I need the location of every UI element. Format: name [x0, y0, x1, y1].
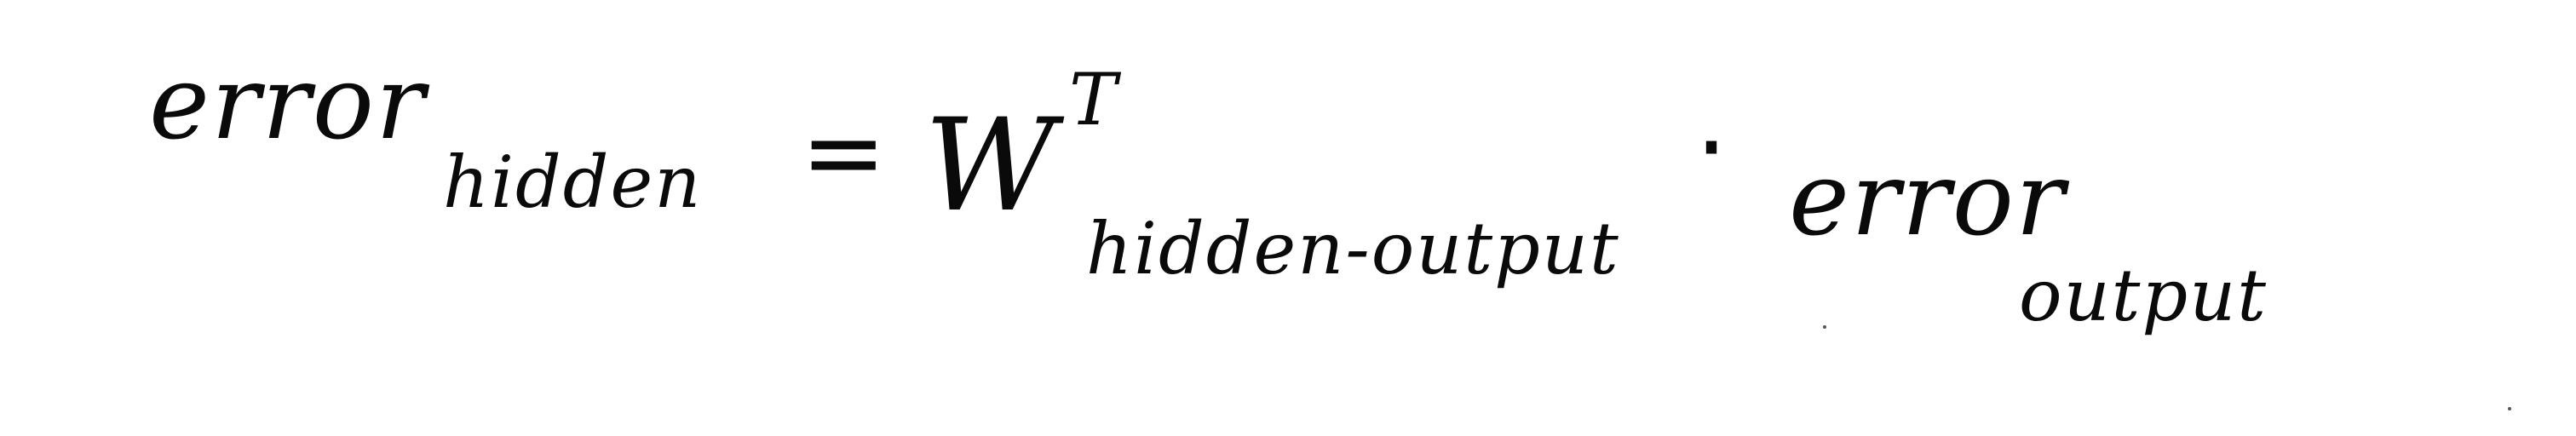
output-subscript: output [2019, 254, 2268, 337]
ink-speck [2508, 407, 2511, 410]
transpose-superscript: T [1069, 58, 1119, 141]
ink-speck [1823, 325, 1826, 329]
rhs-error-base: error [1789, 141, 2067, 259]
lhs-hidden-subscript: hidden [443, 141, 703, 224]
hidden-output-subscript: hidden-output [1086, 207, 1620, 290]
lhs-error-base: error [149, 44, 427, 163]
weight-matrix-symbol: W [924, 92, 1058, 240]
equals-sign: = [801, 94, 888, 212]
multiplication-dot: · [1695, 89, 1730, 208]
